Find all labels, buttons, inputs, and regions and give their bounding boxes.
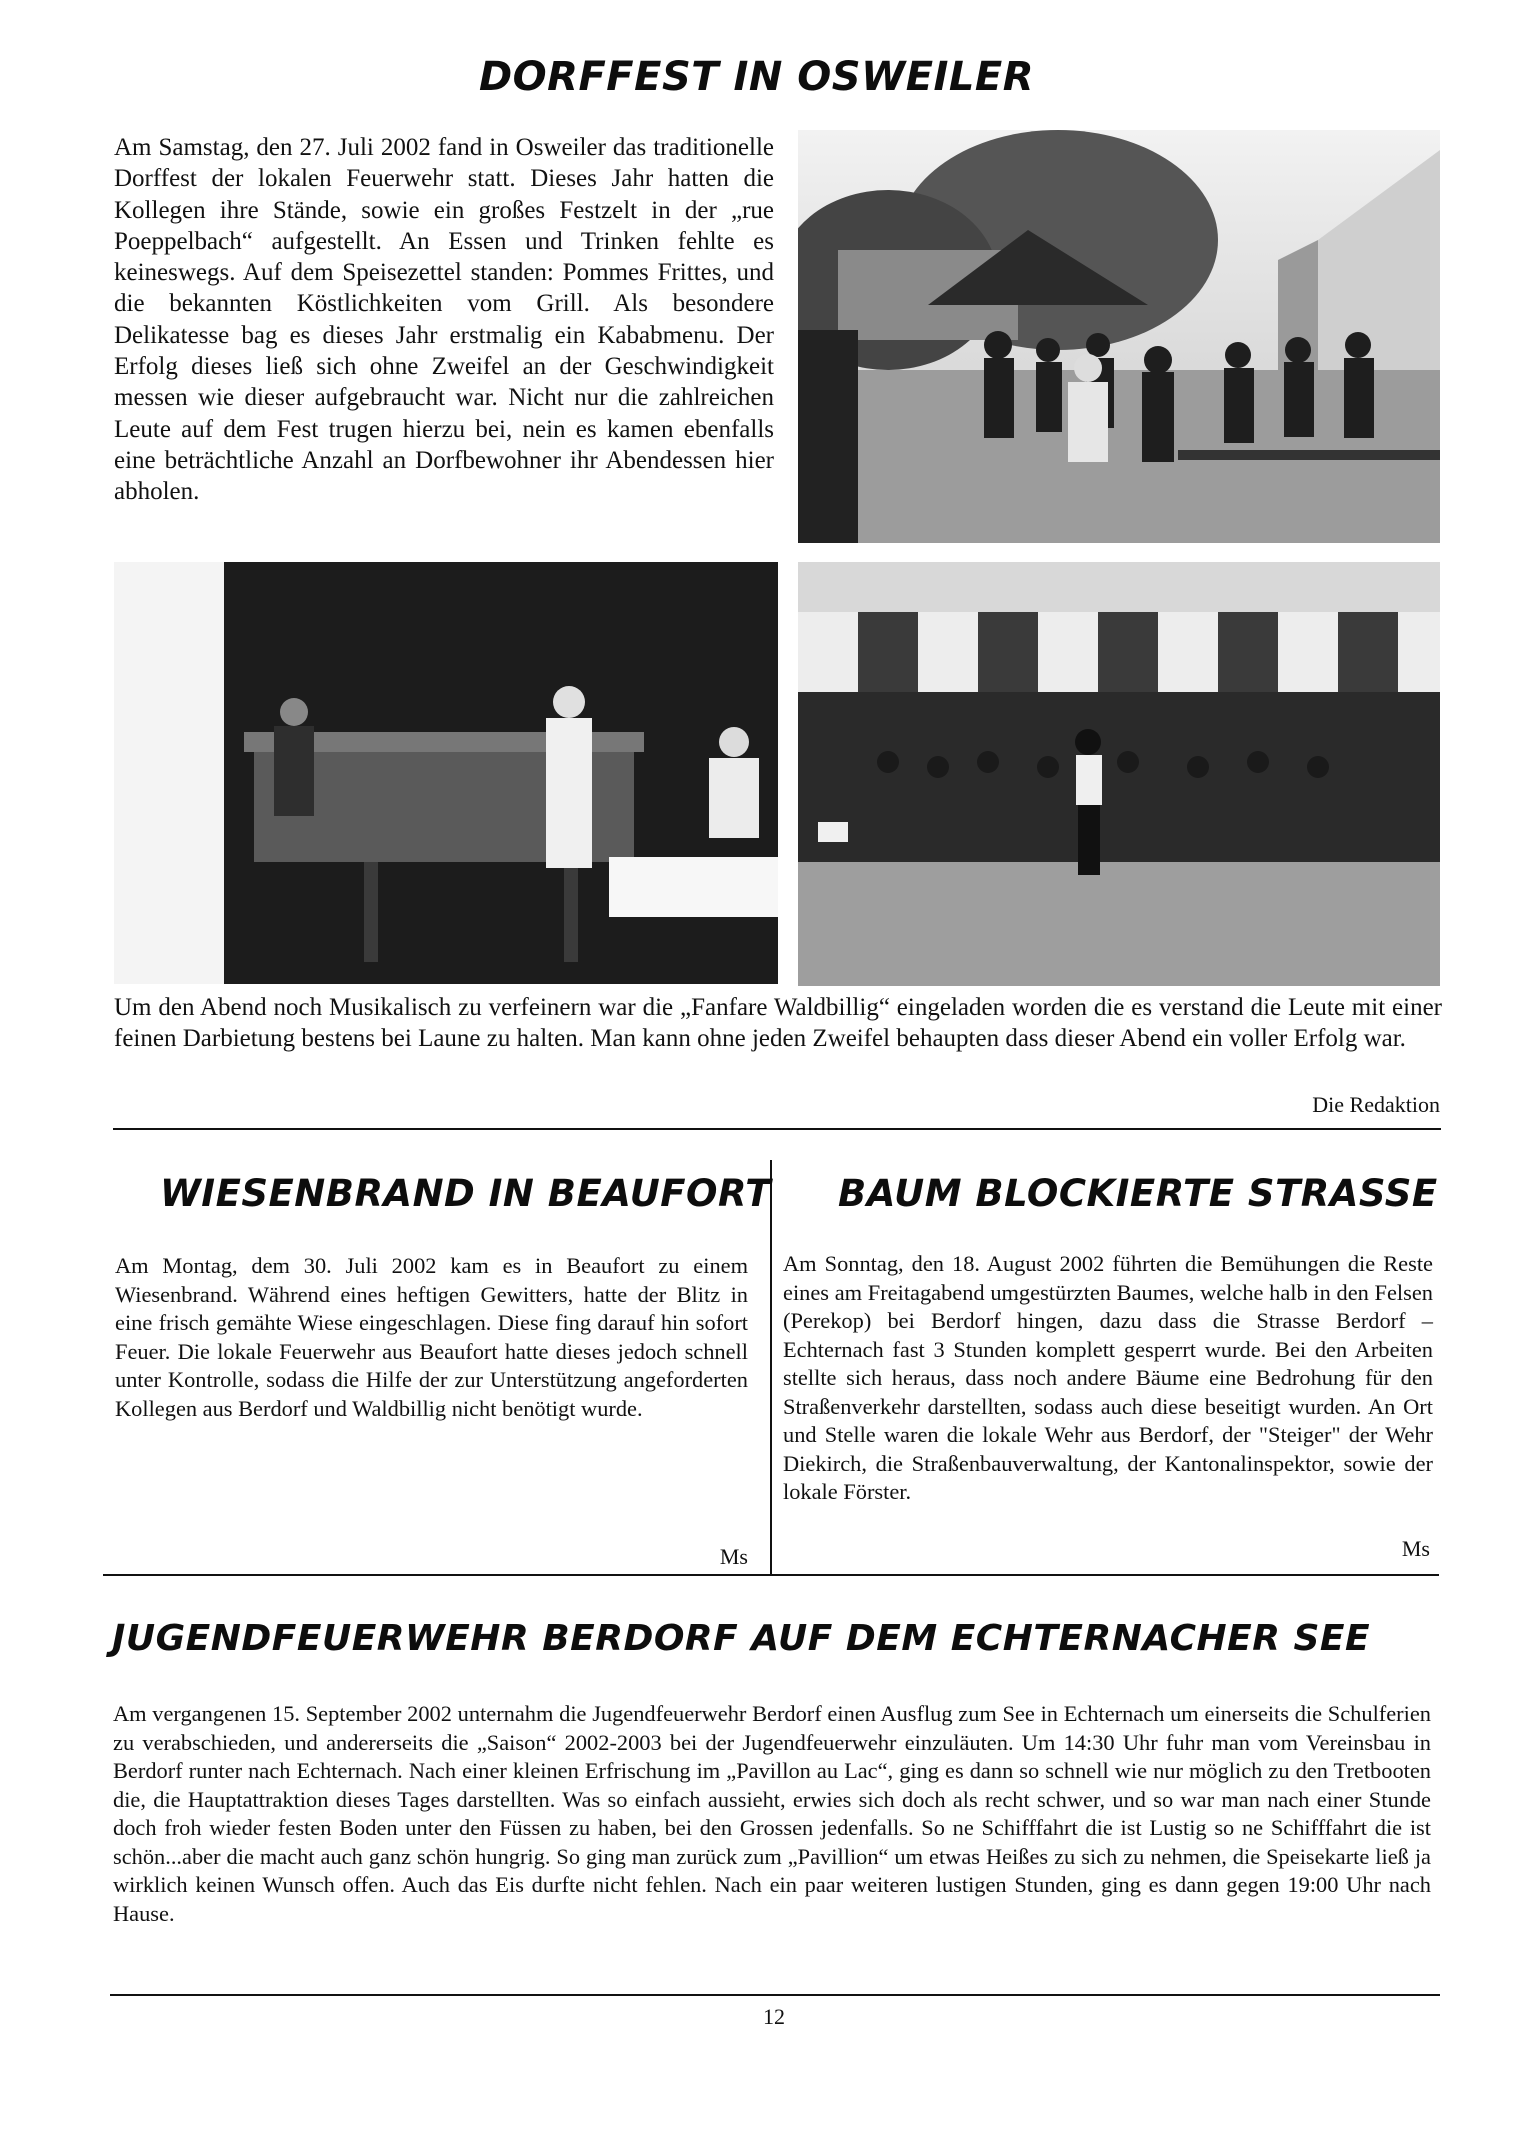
divider-after-columns (103, 1574, 1439, 1576)
wiesenbrand-text: Am Montag, dem 30. Juli 2002 kam es in Beaufort zu einem Wiesenbrand. Während eines heftigen Gewitters, hatte der Blitz in eine frisch gemähte Wiese eingeschlagen. Diese fing darauf hin sofort Feuer. Die lokale Feuerwehr aus Beaufort hatte dieses jedoch schnell unter Kontrolle, sodass die Hilfe der zur Unterstützung angeforderten Kollegen aus Berdorf und Waldbillig nicht benötigt wurde. (115, 1253, 748, 1421)
divider-after-dorffest (113, 1128, 1441, 1130)
page-number: 12 (763, 2004, 785, 2029)
footer-rule (110, 1994, 1440, 1996)
photo-grill-stand (114, 562, 778, 984)
column-divider (770, 1160, 772, 1575)
baum-text: Am Sonntag, den 18. August 2002 führten die Bemühungen die Reste eines am Freitagabend umgestürzten Baumes, welche halb in den Felsen (Perekop) bei Berdorf hingen, dazu dass die Strasse Berdorf – Echternach fast 3 Stunden komplett gesperrt wurde. Bei den Arbeiten stellte sich heraus, dass noch andere Bäume eine Bedrohung für den Straßenverkehr darstellten, sodass auch diese beseitigt wurden. An Ort und Stelle waren die lokale Wehr aus Berdorf, der "Steiger" der Wehr Diekirch, die Straßenbauverwaltung, der Kantonalinspektor, sowie der lokale Förster. (783, 1251, 1433, 1504)
headline-jugendfeuerwehr: JUGENDFEUERWEHR BERDORF AUF DEM ECHTERNACHER SEE (112, 1618, 1371, 1659)
baum-signature: Ms (1401, 1536, 1430, 1561)
wiesenbrand-signature: Ms (719, 1544, 748, 1569)
photo-brass-band-tent (798, 562, 1440, 986)
dorffest-intro-text: Am Samstag, den 27. Juli 2002 fand in Osweiler das traditionelle Dorffest der lokalen Feuerwehr statt. Dieses Jahr hatten die Kollegen ihre Stände, sowie ein großes Festzelt in der „rue Poeppelbach“ aufgestellt. An Essen und Trinken fehlte es keineswegs. Auf dem Speisezettel standen: Pommes Frittes, und die bekannten Köstlichkeiten vom Grill. Als besondere Delikatesse bag es dieses Jahr erstmalig ein Kababmenu. Der Erfolg dieses ließ sich ohne Zweifel an der Geschwindigkeit messen wie dieser aufgebraucht war. Nicht nur die zahlreichen Leute auf dem Fest trugen hierzu bei, nein es kamen ebenfalls eine beträchtliche Anzahl an Dorfbewohner ihr Abendessen hier abholen. (114, 134, 774, 506)
headline-dorffest: DORFFEST IN OSWEILER (478, 54, 1035, 100)
headline-baum: BAUM BLOCKIERTE STRASSE (838, 1172, 1438, 1215)
dorffest-band-text: Um den Abend noch Musikalisch zu verfeinern war die „Fanfare Waldbillig“ eingeladen worden die es verstand die Leute mit einer feinen Darbietung bestens bei Laune zu halten. Man kann ohne jeden Zweifel behaupten dass dieser Abend ein voller Erfolg war. (114, 994, 1442, 1053)
headline-wiesenbrand: WIESENBRAND IN BEAUFORT (160, 1172, 772, 1215)
dorffest-signature: Die Redaktion (1312, 1092, 1440, 1117)
photo-festival-crowd (798, 130, 1440, 543)
jugend-text: Am vergangenen 15. September 2002 unternahm die Jugendfeuerwehr Berdorf einen Ausflug zum See in Echternach um einerseits die Schulferien zu verabschieden, und andererseits die „Saison“ 2002-2003 bei der Jugendfeuerwehr einzuläuten. Um 14:30 Uhr fuhr man vom Vereinsbau in Berdorf runter nach Echternach. Nach einer kleinen Erfrischung im „Pavillon au Lac“, ging es dann so schnell wie nur möglich zu den Tretbooten die, die Hauptattraktion dieses Tages darstellten. Was so einfach aussieht, erwies sich doch als recht schwer, und so war man nach einer Stunde doch froh wieder festen Boden unter den Füssen zu haben, bei den Grossen jedenfalls. So ne Schifffahrt die ist Lustig so ne Schifffahrt die ist schön...aber die macht auch ganz schön hungrig. So ging man zurück zum „Pavillion“ um etwas Heißes zu sich zu nehmen, die Speisekarte ließ ja wirklich keinen Wunsch offen. Auch das Eis durfte nicht fehlen. Nach ein paar weiteren lustigen Stunden, ging es dann gegen 19:00 Uhr nach Hause. (113, 1701, 1431, 1926)
